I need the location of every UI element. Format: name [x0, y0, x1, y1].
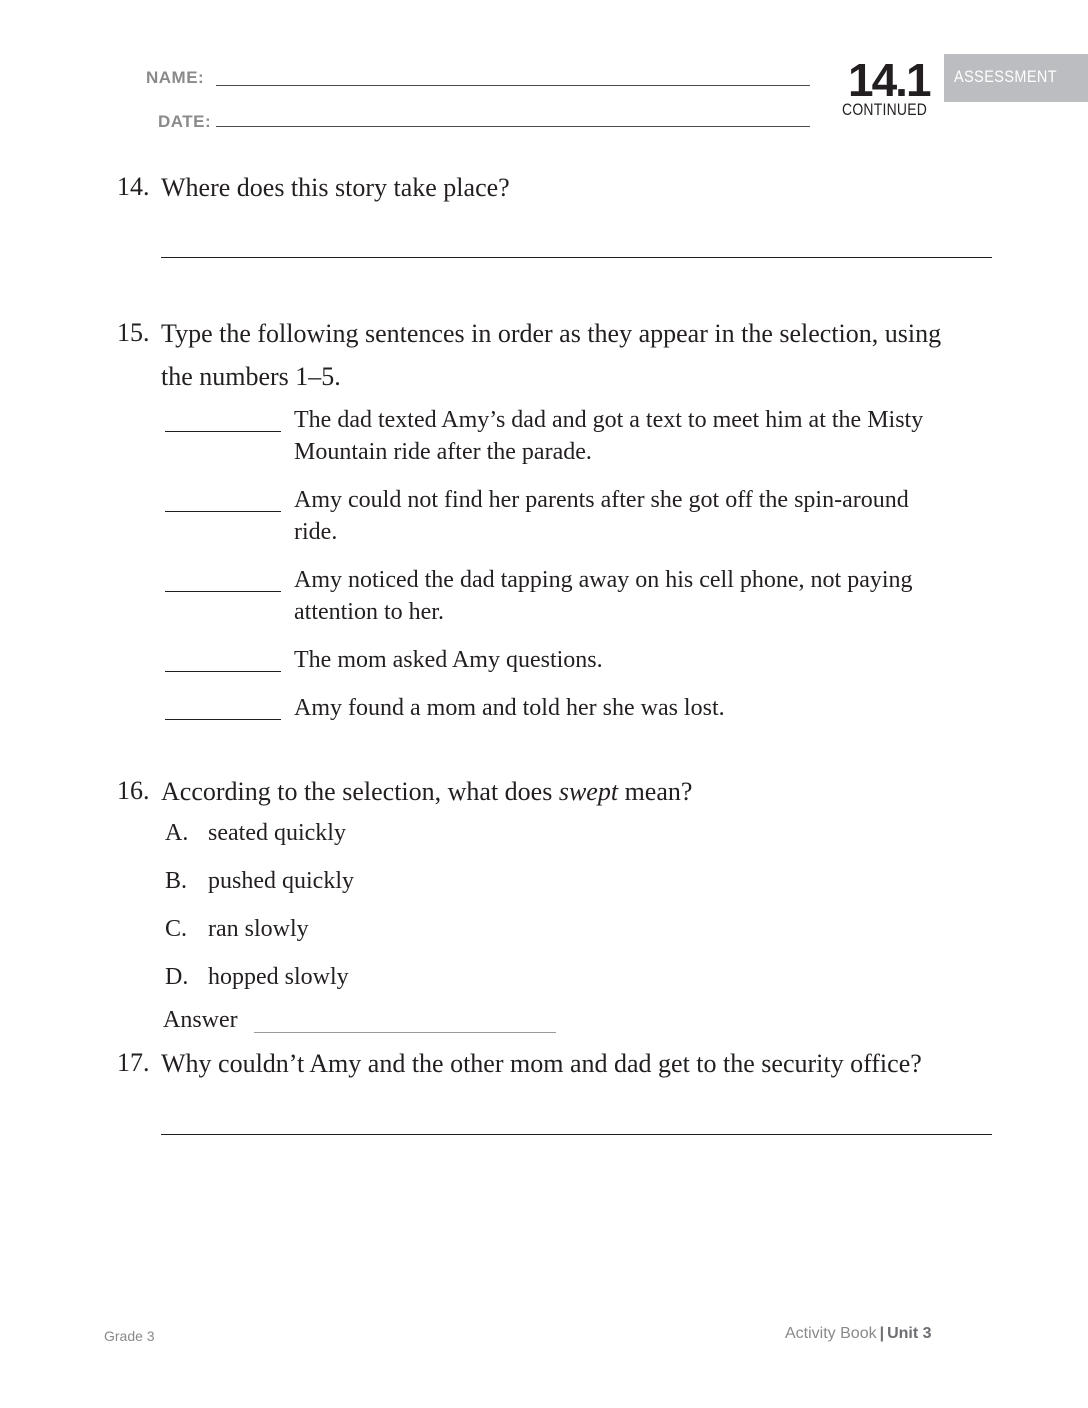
question-17-answer-line[interactable]	[161, 1134, 992, 1135]
footer-unit: Unit 3	[887, 1325, 932, 1342]
option-d-letter: D.	[165, 964, 189, 990]
footer-book	[785, 1325, 932, 1343]
question-15-text-line-2: the numbers 1–5.	[161, 362, 341, 391]
question-16-text-start: According to the selection, what does	[161, 777, 559, 806]
continued-label: CONTINUED	[842, 100, 928, 119]
order-item-1-line-2: Mountain ride after the parade.	[294, 439, 592, 465]
option-a-letter: A.	[165, 820, 189, 846]
order-item-2-line-1: Amy could not find her parents after she got off the spin-around	[294, 487, 909, 513]
order-item-2	[294, 484, 909, 548]
order-item-1	[294, 404, 923, 468]
footer-grade: Grade 3	[104, 1328, 155, 1344]
footer-separator: |	[879, 1325, 885, 1342]
name-label: NAME:	[146, 68, 205, 87]
question-16-text-end: mean?	[618, 777, 693, 806]
date-label: DATE:	[158, 112, 212, 131]
question-14-number: 14.	[117, 172, 150, 201]
order-blank-1[interactable]	[165, 431, 281, 432]
question-15-text-line-1: Type the following sentences in order as they appear in the selection, using	[161, 319, 942, 348]
order-item-5	[294, 692, 725, 724]
question-14-text: Where does this story take place?	[161, 173, 510, 202]
answer-field[interactable]	[254, 1032, 556, 1033]
order-item-3-line-1: Amy noticed the dad tapping away on his cell phone, not paying	[294, 567, 913, 593]
footer-book-title: Activity Book	[785, 1325, 877, 1342]
lesson-number: 14.1	[848, 54, 930, 106]
question-16-number: 16.	[117, 776, 150, 805]
order-blank-2[interactable]	[165, 511, 281, 512]
question-17-number: 17.	[117, 1048, 150, 1077]
question-16-text	[161, 770, 692, 813]
order-item-1-line-1: The dad texted Amy’s dad and got a text to meet him at the Misty	[294, 407, 924, 433]
order-item-4	[294, 644, 603, 676]
order-item-2-line-2: ride.	[294, 519, 338, 545]
assessment-badge-label: ASSESSMENT	[954, 67, 1058, 86]
question-15-number: 15.	[117, 318, 150, 347]
option-c-text: ran slowly	[208, 916, 309, 942]
date-field[interactable]	[216, 126, 810, 127]
question-17-text: Why couldn’t Amy and the other mom and dad get to the security office?	[161, 1049, 922, 1078]
order-item-3-line-2: attention to her.	[294, 599, 444, 625]
order-blank-5[interactable]	[165, 719, 281, 720]
option-c-letter: C.	[165, 916, 188, 942]
question-16-vocab-word: swept	[558, 777, 619, 806]
question-15-text	[161, 312, 941, 398]
question-14-answer-line[interactable]	[161, 257, 992, 258]
option-b-letter: B.	[165, 868, 188, 894]
order-blank-4[interactable]	[165, 671, 281, 672]
answer-label: Answer	[163, 1007, 238, 1033]
option-a-text: seated quickly	[208, 820, 346, 846]
assessment-badge	[944, 54, 1088, 102]
order-item-4-line-1: The mom asked Amy questions.	[294, 647, 603, 673]
option-d-text: hopped slowly	[208, 964, 349, 990]
name-field[interactable]	[216, 85, 810, 86]
order-item-5-line-1: Amy found a mom and told her she was lost.	[294, 695, 725, 721]
option-b-text: pushed quickly	[208, 868, 354, 894]
order-blank-3[interactable]	[165, 591, 281, 592]
order-item-3	[294, 564, 913, 628]
